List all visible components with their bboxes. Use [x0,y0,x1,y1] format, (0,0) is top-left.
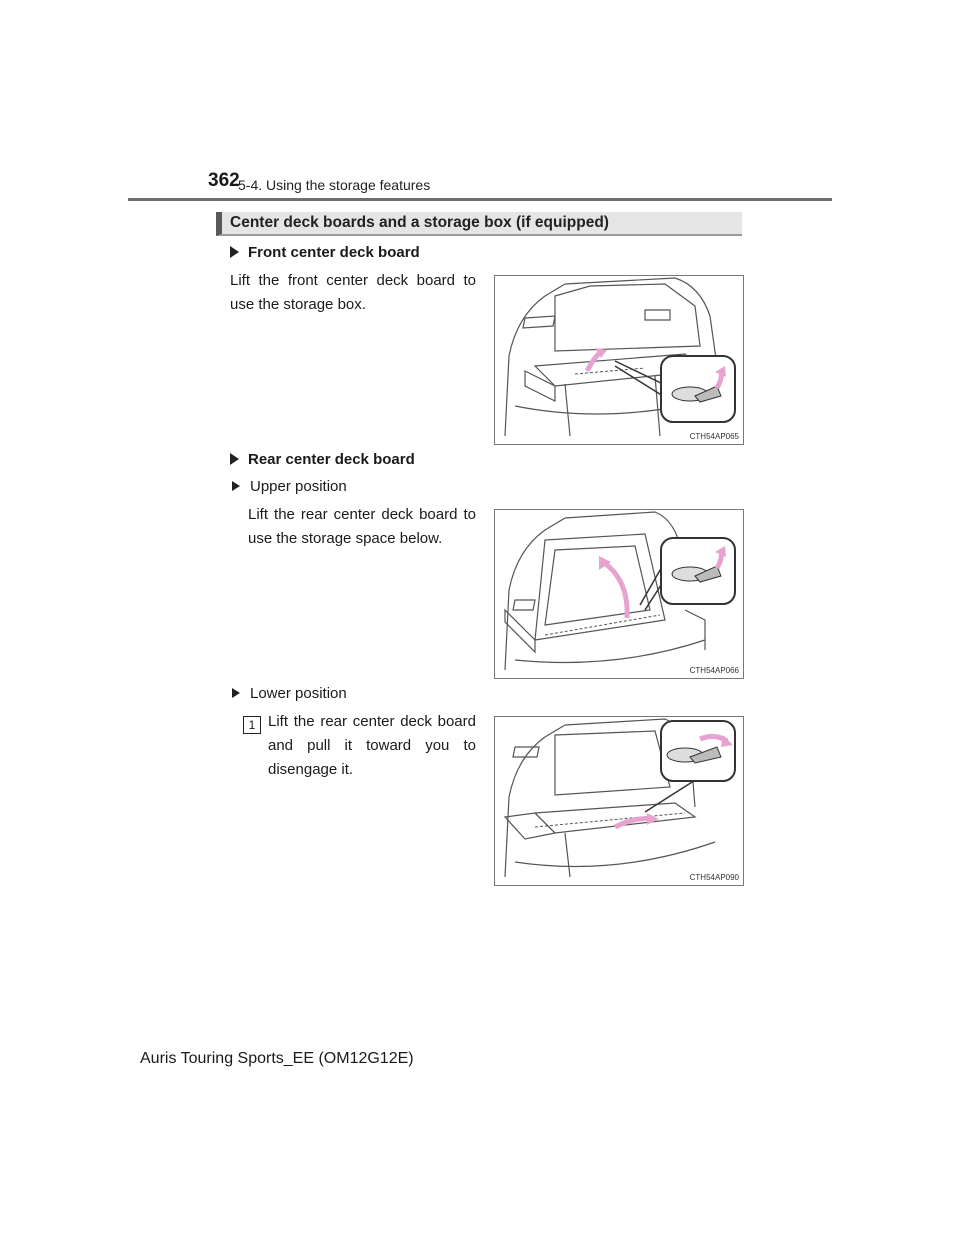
rear-deck-heading [230,451,415,468]
section-title: 5-4. Using the storage features [238,177,431,193]
upper-position-text: Lift the rear center deck board to use the storage space below. [248,506,476,547]
triangle-bullet-icon [232,688,240,698]
front-deck-heading [230,244,420,261]
rear-deck-title: Rear center deck board [248,451,415,468]
upper-position-figure [494,509,744,679]
header-rule [128,198,832,201]
front-figure-code: CTH54AP065 [689,432,739,441]
section-heading: Center deck boards and a storage box (if equipped) [216,212,742,236]
upper-figure-code: CTH54AP066 [689,666,739,675]
lower-position-text: Lower position [250,685,347,702]
front-deck-text: Lift the front center deck board to use the storage box. [230,272,476,313]
front-deck-figure [494,275,744,445]
lower-figure-code: CTH54AP090 [689,873,739,882]
lower-position-figure [494,716,744,886]
upper-position-text: Upper position [250,478,347,495]
lower-position-label [232,685,347,702]
lower-position-text: Lift the rear center deck board and pull it toward you to disengage it. [268,713,476,778]
square-bullet-icon [230,453,239,465]
upper-position-label [232,478,347,495]
front-deck-title: Front center deck board [248,244,420,261]
page-number: 362 [208,170,240,191]
footer-model: Auris Touring Sports_EE (OM12G12E) [140,1050,414,1067]
triangle-bullet-icon [232,481,240,491]
step-badge: 1 [243,716,261,734]
square-bullet-icon [230,246,239,258]
